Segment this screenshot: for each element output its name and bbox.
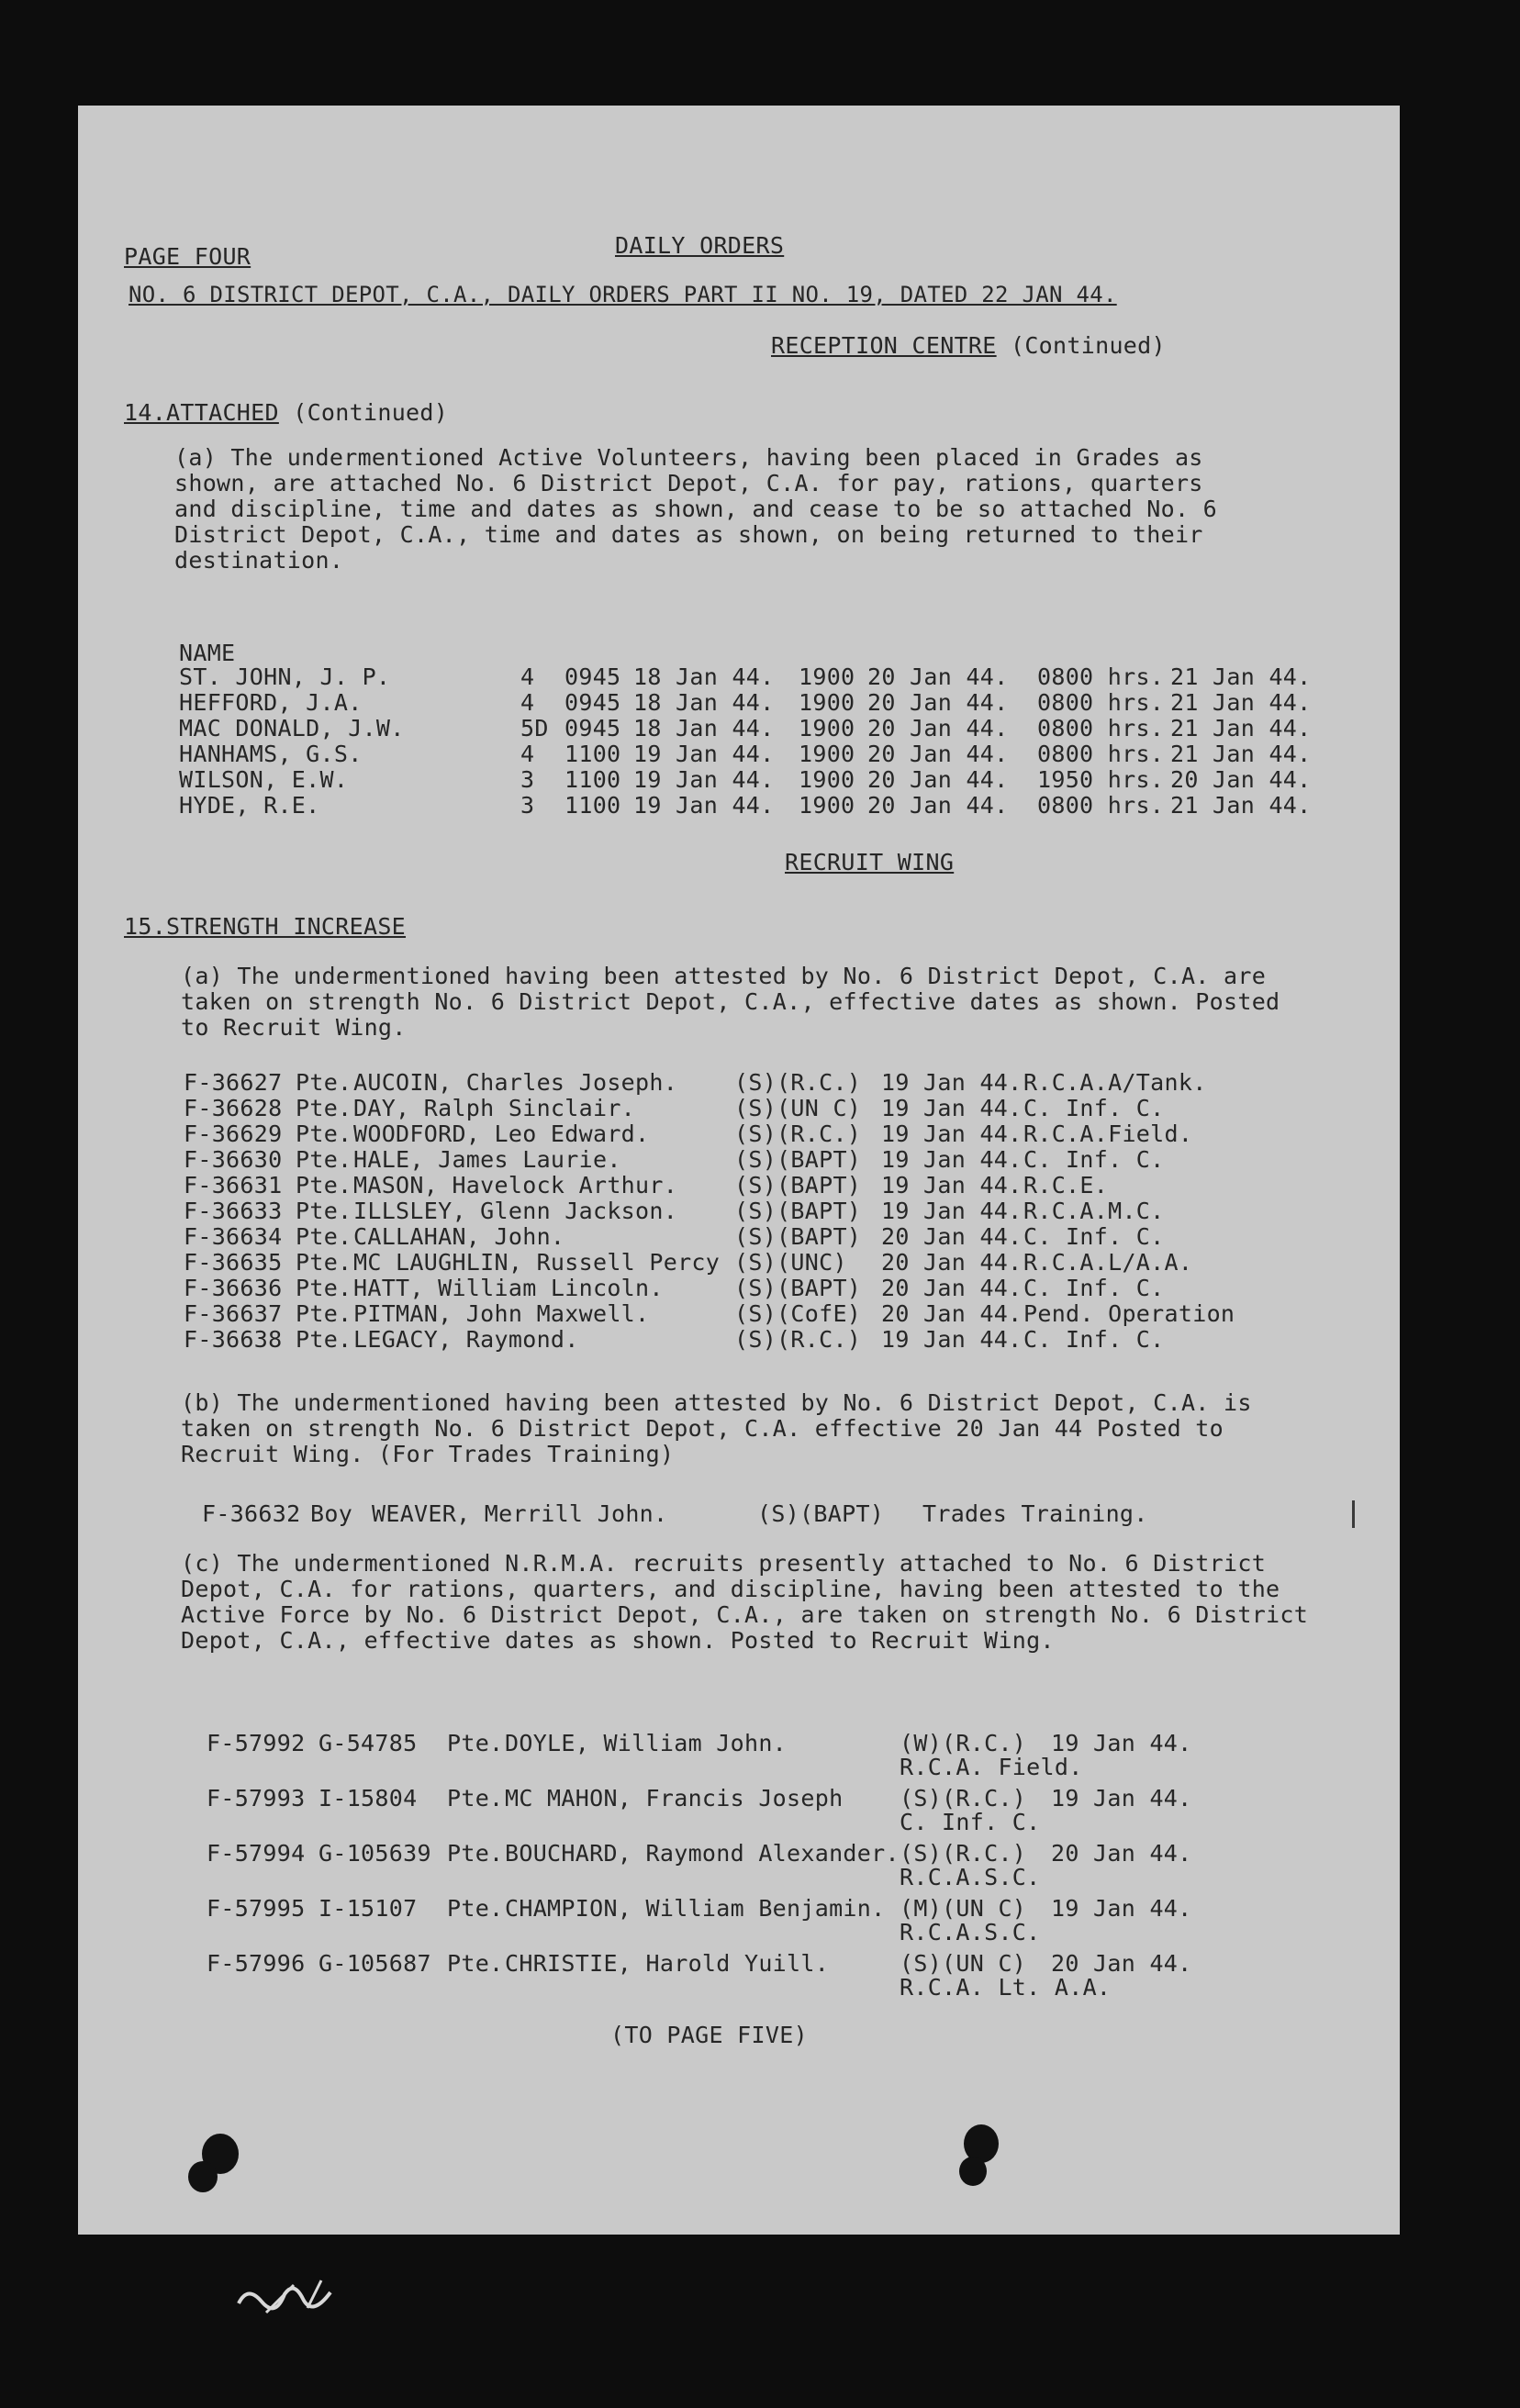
depart-time: 0800 hrs. <box>1037 792 1165 819</box>
footer-continuation: (TO PAGE FIVE) <box>610 2022 808 2048</box>
attest-date: 19 Jan 44. <box>1051 1730 1192 1756</box>
religion: (S)(BAPT) <box>757 1500 885 1527</box>
depart-date: 20 Jan 44. <box>1170 766 1312 793</box>
item-14-title: 14.ATTACHED <box>124 399 279 426</box>
attest-date: 19 Jan 44. <box>881 1120 1023 1147</box>
old-number: G-105639 <box>319 1840 431 1867</box>
margin-mark <box>1352 1500 1355 1528</box>
table-row <box>184 1172 1331 1199</box>
rank: Pte. <box>296 1326 352 1353</box>
table-row <box>179 663 1326 691</box>
religion: (S)(BAPT) <box>734 1146 862 1173</box>
table-row <box>184 1198 1331 1225</box>
grade: 3 <box>520 766 535 793</box>
attach-date: 18 Jan 44. <box>633 715 775 741</box>
rank: Pte. <box>296 1146 352 1173</box>
corps: R.C.E. <box>1023 1172 1109 1198</box>
grade: 4 <box>520 741 535 767</box>
soldier-name: MC MAHON, Francis Joseph <box>505 1785 844 1812</box>
religion: (S)(CofE) <box>734 1300 862 1327</box>
table-row <box>179 766 1326 794</box>
person-name: HEFFORD, J.A. <box>179 689 363 716</box>
corps: R.C.A.M.C. <box>1023 1198 1165 1224</box>
service-number: F-36629 <box>184 1120 283 1147</box>
corps: C. Inf. C. <box>1023 1326 1165 1353</box>
rank: Pte. <box>296 1249 352 1276</box>
soldier-name: MC LAUGHLIN, Russell Percy <box>353 1249 721 1276</box>
service-number: F-36627 <box>184 1069 283 1096</box>
attach-date: 19 Jan 44. <box>633 792 775 819</box>
soldier-name: ILLSLEY, Glenn Jackson. <box>353 1198 678 1224</box>
release-time: 1900 <box>799 792 855 819</box>
service-number: F-36628 <box>184 1095 283 1121</box>
table-row <box>184 1223 1331 1251</box>
section-note: (Continued) <box>1010 332 1166 359</box>
religion: (S)(R.C.) <box>734 1069 862 1096</box>
religion: (S)(BAPT) <box>734 1223 862 1250</box>
table-row <box>179 792 1326 819</box>
item-15-paragraph-b: (b) The undermentioned having been attested by No. 6 District Depot, C.A. is taken on strength No. 6 District Depot, C.A. effective 20 Jan 44 Posted to Recruit Wing. (For Trades Training) <box>181 1389 1252 1467</box>
table-row <box>184 1146 1331 1174</box>
attach-time: 1100 <box>564 792 621 819</box>
document-subtitle: NO. 6 DISTRICT DEPOT, C.A., DAILY ORDERS PART II NO. 19, DATED 22 JAN 44. <box>129 282 1117 307</box>
soldier-name: LEGACY, Raymond. <box>353 1326 579 1353</box>
depart-date: 21 Jan 44. <box>1170 663 1312 690</box>
soldier-name: CHAMPION, William Benjamin. <box>505 1895 886 1922</box>
attest-date: 19 Jan 44. <box>881 1146 1023 1173</box>
attach-date: 19 Jan 44. <box>633 766 775 793</box>
rank: Pte. <box>296 1198 352 1224</box>
release-date: 20 Jan 44. <box>867 792 1009 819</box>
service-number: F-36631 <box>184 1172 283 1198</box>
service-number: F-36637 <box>184 1300 283 1327</box>
service-number: F-57993 <box>207 1785 306 1812</box>
item-14-paragraph-a: (a) The undermentioned Active Volunteers, having been placed in Grades as shown, are attached No. 6 District Depot, C.A. for pay, rations, quarters and discipline, time and dates as shown, and cease to be so attached No. 6 District Depot, C.A., time and dates as shown, on being returned to their destination. <box>174 444 1217 574</box>
corps: R.C.A.L/A.A. <box>1023 1249 1193 1276</box>
rank: Pte. <box>296 1172 352 1198</box>
soldier-name: PITMAN, John Maxwell. <box>353 1300 650 1327</box>
service-number: F-36632 <box>202 1500 301 1527</box>
table-row <box>184 1300 1331 1328</box>
person-name: HANHAMS, G.S. <box>179 741 363 767</box>
attest-date: 19 Jan 44. <box>881 1326 1023 1353</box>
depart-date: 21 Jan 44. <box>1170 689 1312 716</box>
table-row <box>184 1120 1331 1148</box>
item-15-paragraph-a: (a) The undermentioned having been attested by No. 6 District Depot, C.A. are taken on strength No. 6 District Depot, C.A., effective dates as shown. Posted to Recruit Wing. <box>181 963 1280 1041</box>
person-name: WILSON, E.W. <box>179 766 349 793</box>
religion: (S)(BAPT) <box>734 1172 862 1198</box>
release-date: 20 Jan 44. <box>867 741 1009 767</box>
old-number: G-105687 <box>319 1950 431 1977</box>
depart-time: 0800 hrs. <box>1037 741 1165 767</box>
religion: (W)(R.C.) <box>900 1730 1027 1756</box>
service-number: F-57994 <box>207 1840 306 1867</box>
rank: Pte. <box>296 1095 352 1121</box>
corps: C. Inf. C. <box>1023 1146 1165 1173</box>
rank: Boy <box>310 1500 353 1527</box>
release-time: 1900 <box>799 741 855 767</box>
service-number: F-36638 <box>184 1326 283 1353</box>
punch-hole <box>959 2157 987 2186</box>
attach-time: 0945 <box>564 663 621 690</box>
soldier-name: CHRISTIE, Harold Yuill. <box>505 1950 830 1977</box>
religion: (S)(R.C.) <box>900 1785 1027 1812</box>
service-number: F-36633 <box>184 1198 283 1224</box>
rank: Pte. <box>447 1840 504 1867</box>
table-row <box>184 1249 1331 1276</box>
attest-date: 20 Jan 44. <box>881 1275 1023 1301</box>
table-row-b <box>202 1500 1257 1528</box>
item-14-heading <box>124 399 448 426</box>
attest-date: 20 Jan 44. <box>1051 1950 1192 1977</box>
section-heading <box>771 332 1166 359</box>
corps: R.C.A.A/Tank. <box>1023 1069 1207 1096</box>
soldier-name: MASON, Havelock Arthur. <box>353 1172 678 1198</box>
corps: C. Inf. C. <box>900 1809 1041 1835</box>
soldier-name: DOYLE, William John. <box>505 1730 788 1756</box>
person-name: ST. JOHN, J. P. <box>179 663 391 690</box>
corps: Pend. Operation <box>1023 1300 1235 1327</box>
attach-date: 18 Jan 44. <box>633 663 775 690</box>
attach-time: 1100 <box>564 766 621 793</box>
religion: (S)(UNC) <box>734 1249 847 1276</box>
soldier-name: DAY, Ralph Sinclair. <box>353 1095 636 1121</box>
religion: (S)(R.C.) <box>734 1120 862 1147</box>
release-date: 20 Jan 44. <box>867 663 1009 690</box>
table-row <box>184 1069 1331 1097</box>
soldier-name: HATT, William Lincoln. <box>353 1275 664 1301</box>
corps: R.C.A.Field. <box>1023 1120 1193 1147</box>
corps: C. Inf. C. <box>1023 1223 1165 1250</box>
service-number: F-36630 <box>184 1146 283 1173</box>
corps: Trades Training. <box>922 1500 1148 1527</box>
attach-time: 0945 <box>564 689 621 716</box>
attest-date: 19 Jan 44. <box>881 1069 1023 1096</box>
attach-date: 18 Jan 44. <box>633 689 775 716</box>
attest-date: 19 Jan 44. <box>881 1172 1023 1198</box>
rank: Pte. <box>296 1300 352 1327</box>
release-date: 20 Jan 44. <box>867 715 1009 741</box>
corps: C. Inf. C. <box>1023 1275 1165 1301</box>
depart-time: 0800 hrs. <box>1037 689 1165 716</box>
corps: R.C.A. Lt. A.A. <box>900 1974 1112 2001</box>
name-column-header: NAME <box>179 640 236 666</box>
attest-date: 19 Jan 44. <box>1051 1785 1192 1812</box>
table-row <box>207 1730 1354 1780</box>
attest-date: 19 Jan 44. <box>881 1198 1023 1224</box>
page-label: PAGE FOUR <box>124 243 251 270</box>
service-number: F-36636 <box>184 1275 283 1301</box>
old-number: G-54785 <box>319 1730 418 1756</box>
soldier-name: WEAVER, Merrill John. <box>372 1500 668 1527</box>
handwritten-mark <box>229 2267 349 2331</box>
corps: C. Inf. C. <box>1023 1095 1165 1121</box>
depart-time: 0800 hrs. <box>1037 663 1165 690</box>
table-row <box>207 1840 1354 1890</box>
soldier-name: BOUCHARD, Raymond Alexander. <box>505 1840 900 1867</box>
attach-time: 1100 <box>564 741 621 767</box>
release-time: 1900 <box>799 715 855 741</box>
attest-date: 20 Jan 44. <box>881 1249 1023 1276</box>
service-number: F-36634 <box>184 1223 283 1250</box>
corps: R.C.A. Field. <box>900 1754 1083 1780</box>
table-row <box>179 715 1326 742</box>
person-name: HYDE, R.E. <box>179 792 320 819</box>
table-row <box>207 1785 1354 1835</box>
table-row <box>184 1326 1331 1354</box>
rank: Pte. <box>447 1950 504 1977</box>
section-title: RECEPTION CENTRE <box>771 332 997 359</box>
service-number: F-57996 <box>207 1950 306 1977</box>
table-row <box>207 1950 1354 2001</box>
attach-date: 19 Jan 44. <box>633 741 775 767</box>
release-time: 1900 <box>799 689 855 716</box>
depart-date: 21 Jan 44. <box>1170 792 1312 819</box>
table-row <box>207 1895 1354 1945</box>
depart-time: 1950 hrs. <box>1037 766 1165 793</box>
page-title: DAILY ORDERS <box>615 232 785 259</box>
attest-date: 19 Jan 44. <box>881 1095 1023 1121</box>
depart-date: 21 Jan 44. <box>1170 715 1312 741</box>
religion: (S)(BAPT) <box>734 1198 862 1224</box>
soldier-name: AUCOIN, Charles Joseph. <box>353 1069 678 1096</box>
corps: R.C.A.S.C. <box>900 1919 1041 1945</box>
grade: 5D <box>520 715 549 741</box>
depart-date: 21 Jan 44. <box>1170 741 1312 767</box>
release-time: 1900 <box>799 663 855 690</box>
release-time: 1900 <box>799 766 855 793</box>
religion: (S)(R.C.) <box>734 1326 862 1353</box>
rank: Pte. <box>296 1069 352 1096</box>
item-14-note: (Continued) <box>293 399 449 426</box>
table-row <box>179 689 1326 717</box>
service-number: F-36635 <box>184 1249 283 1276</box>
grade: 4 <box>520 663 535 690</box>
attest-date: 20 Jan 44. <box>881 1223 1023 1250</box>
old-number: I-15804 <box>319 1785 418 1812</box>
item-15-heading: 15.STRENGTH INCREASE <box>124 913 407 940</box>
rank: Pte. <box>447 1895 504 1922</box>
religion: (S)(UN C) <box>900 1950 1027 1977</box>
rank: Pte. <box>296 1275 352 1301</box>
rank: Pte. <box>296 1120 352 1147</box>
recruit-wing-heading: RECRUIT WING <box>785 849 955 875</box>
rank: Pte. <box>447 1730 504 1756</box>
religion: (S)(R.C.) <box>900 1840 1027 1867</box>
religion: (S)(UN C) <box>734 1095 862 1121</box>
table-row <box>184 1095 1331 1122</box>
old-number: I-15107 <box>319 1895 418 1922</box>
religion: (M)(UN C) <box>900 1895 1027 1922</box>
soldier-name: HALE, James Laurie. <box>353 1146 621 1173</box>
attach-time: 0945 <box>564 715 621 741</box>
release-date: 20 Jan 44. <box>867 689 1009 716</box>
soldier-name: CALLAHAN, John. <box>353 1223 565 1250</box>
person-name: MAC DONALD, J.W. <box>179 715 405 741</box>
attest-date: 20 Jan 44. <box>1051 1840 1192 1867</box>
soldier-name: WOODFORD, Leo Edward. <box>353 1120 650 1147</box>
table-row <box>184 1275 1331 1302</box>
attest-date: 20 Jan 44. <box>881 1300 1023 1327</box>
release-date: 20 Jan 44. <box>867 766 1009 793</box>
service-number: F-57992 <box>207 1730 306 1756</box>
grade: 3 <box>520 792 535 819</box>
punch-hole <box>188 2161 218 2192</box>
item-15-paragraph-c: (c) The undermentioned N.R.M.A. recruits presently attached to No. 6 District Depot, C.A. for rations, quarters, and discipline, having been attested to the Active Force by No. 6 District Depot, C.A., are taken on strength No. 6 District Depot, C.A., effective dates as shown. Posted to Recruit Wing. <box>181 1550 1309 1654</box>
service-number: F-57995 <box>207 1895 306 1922</box>
corps: R.C.A.S.C. <box>900 1864 1041 1890</box>
grade: 4 <box>520 689 535 716</box>
rank: Pte. <box>447 1785 504 1812</box>
rank: Pte. <box>296 1223 352 1250</box>
attest-date: 19 Jan 44. <box>1051 1895 1192 1922</box>
depart-time: 0800 hrs. <box>1037 715 1165 741</box>
table-row <box>179 741 1326 768</box>
document-page <box>78 106 1400 2235</box>
religion: (S)(BAPT) <box>734 1275 862 1301</box>
